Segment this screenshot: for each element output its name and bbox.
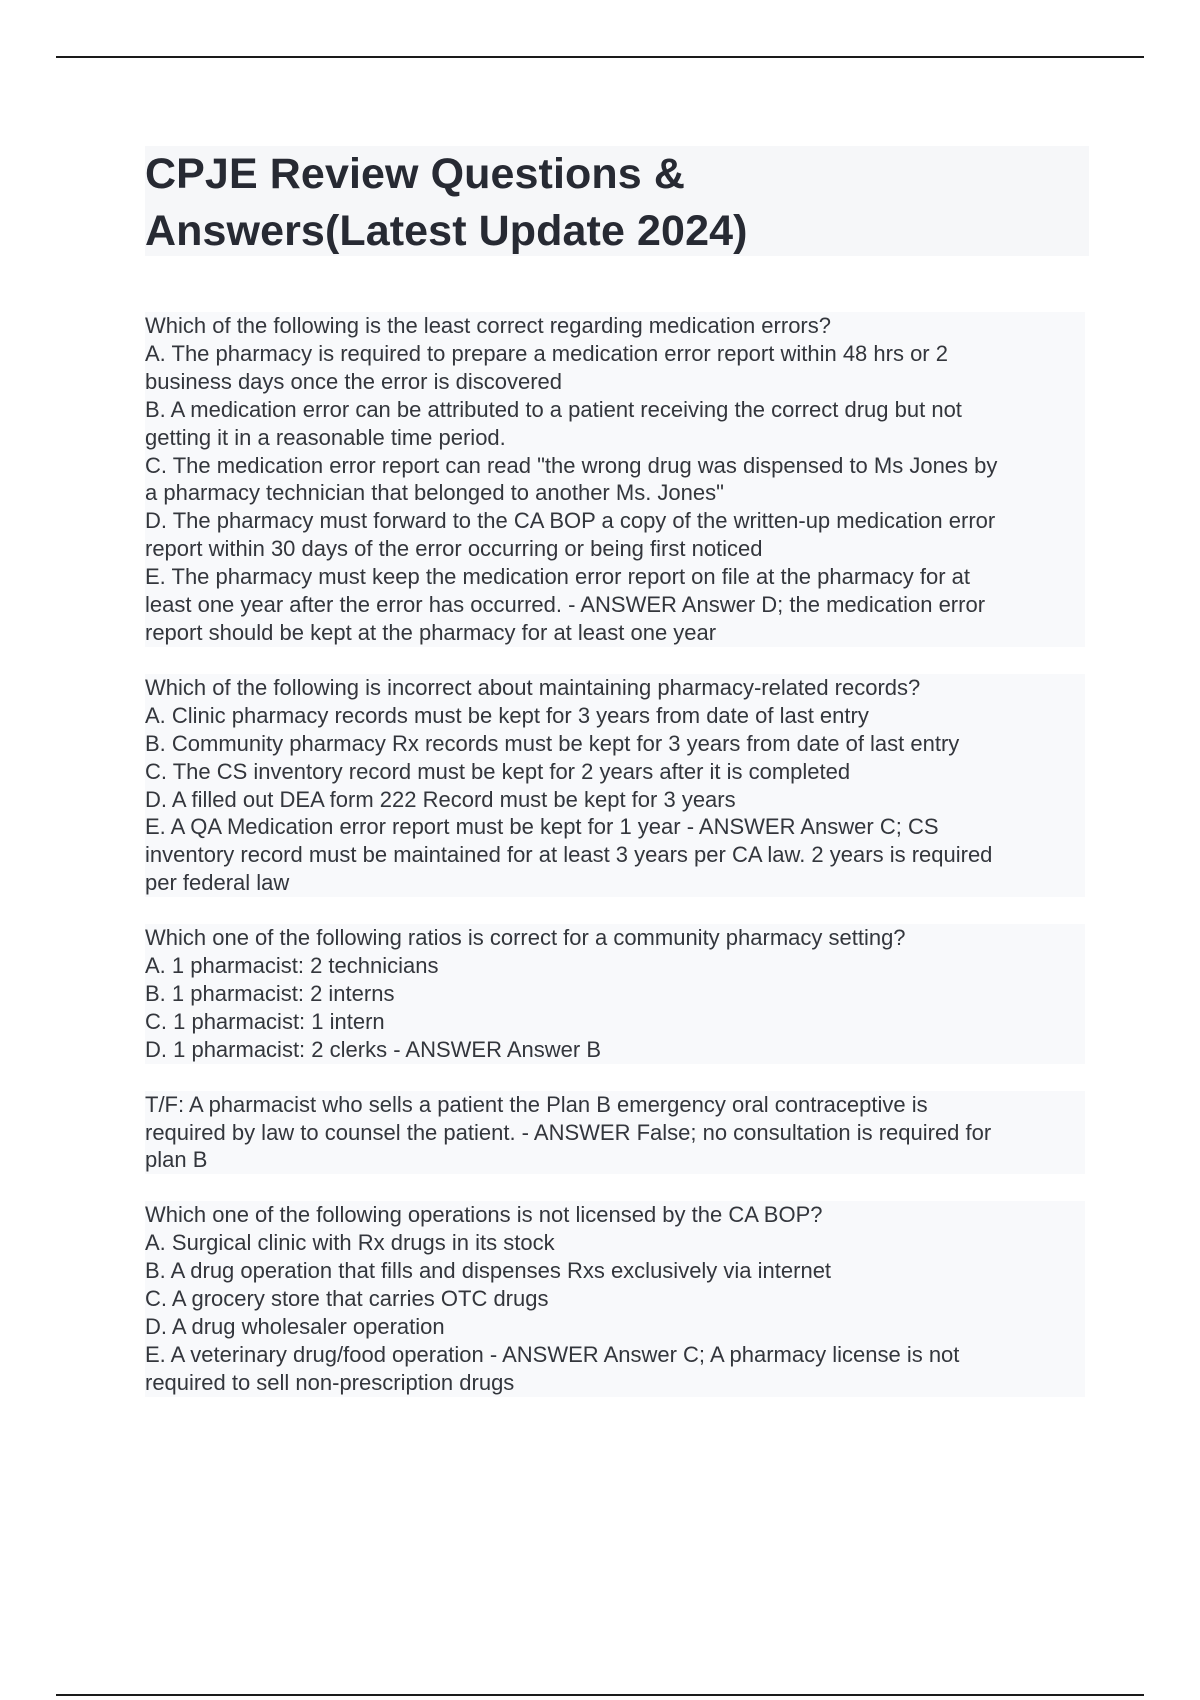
header-rule — [56, 56, 1144, 58]
question-line: D. The pharmacy must forward to the CA BOP a copy of the written-up medication error — [145, 508, 996, 534]
question-line: B. A medication error can be attributed to a patient receiving the correct drug but not — [145, 396, 962, 422]
question-line: E. A QA Medication error report must be kept for 1 year - ANSWER Answer C; CS — [145, 814, 939, 840]
question-block-medication-errors — [145, 312, 1085, 647]
question-line: Which of the following is incorrect about maintaining pharmacy-related records? — [145, 674, 921, 700]
question-block-ratios — [145, 924, 1085, 1064]
question-line: Which one of the following operations is not licensed by the CA BOP? — [145, 1202, 823, 1228]
question-line: getting it in a reasonable time period. — [145, 424, 506, 450]
question-line: T/F: A pharmacist who sells a patient the Plan B emergency oral contraceptive is — [145, 1091, 928, 1117]
question-list — [145, 312, 1085, 1424]
question-line: A. Clinic pharmacy records must be kept for 3 years from date of last entry — [145, 702, 869, 728]
question-line: report within 30 days of the error occurring or being first noticed — [145, 536, 763, 562]
question-line: report should be kept at the pharmacy for at least one year — [145, 619, 717, 645]
question-line: required to sell non-prescription drugs — [145, 1369, 515, 1395]
question-block-plan-b — [145, 1091, 1085, 1175]
question-line: E. The pharmacy must keep the medication error report on file at the pharmacy for at — [145, 564, 970, 590]
question-line: E. A veterinary drug/food operation - ANSWER Answer C; A pharmacy license is not — [145, 1341, 960, 1367]
question-line: A. 1 pharmacist: 2 technicians — [145, 953, 439, 979]
question-line: C. The CS inventory record must be kept for 2 years after it is completed — [145, 758, 851, 784]
question-line: a pharmacy technician that belonged to another Ms. Jones" — [145, 480, 724, 506]
question-line: B. 1 pharmacist: 2 interns — [145, 980, 395, 1006]
question-line: A. The pharmacy is required to prepare a medication error report within 48 hrs or 2 — [145, 340, 948, 366]
footer-rule — [56, 1694, 1144, 1696]
question-line: B. A drug operation that fills and dispenses Rxs exclusively via internet — [145, 1258, 832, 1284]
document-title — [145, 146, 1089, 260]
document-title-line: CPJE Review Questions & — [145, 150, 685, 198]
question-line: required by law to counsel the patient. - ANSWER False; no consultation is required for — [145, 1119, 992, 1145]
question-line: D. A drug wholesaler operation — [145, 1314, 445, 1339]
question-line: business days once the error is discovered — [145, 368, 562, 394]
question-line: D. 1 pharmacist: 2 clerks - ANSWER Answer B — [145, 1036, 602, 1062]
question-line: C. A grocery store that carries OTC drugs — [145, 1286, 549, 1312]
question-line: A. Surgical clinic with Rx drugs in its stock — [145, 1230, 555, 1256]
question-line: Which one of the following ratios is correct for a community pharmacy setting? — [145, 925, 906, 951]
question-block-records — [145, 674, 1085, 897]
document-title-line: Answers(Latest Update 2024) — [145, 207, 748, 255]
question-line: plan B — [145, 1147, 208, 1173]
question-line: Which of the following is the least correct regarding medication errors? — [145, 313, 831, 338]
question-line: C. 1 pharmacist: 1 intern — [145, 1008, 385, 1034]
question-line: C. The medication error report can read "the wrong drug was dispensed to Ms Jones by — [145, 452, 998, 478]
question-line: least one year after the error has occurred. - ANSWER Answer D; the medication error — [145, 592, 986, 618]
question-line: D. A filled out DEA form 222 Record must be kept for 3 years — [145, 786, 736, 812]
question-line: B. Community pharmacy Rx records must be kept for 3 years from date of last entry — [145, 730, 960, 756]
title-block — [145, 146, 1089, 256]
question-line: inventory record must be maintained for at least 3 years per CA law. 2 years is required — [145, 842, 993, 868]
question-block-licensing — [145, 1201, 1085, 1396]
question-line: per federal law — [145, 870, 290, 896]
